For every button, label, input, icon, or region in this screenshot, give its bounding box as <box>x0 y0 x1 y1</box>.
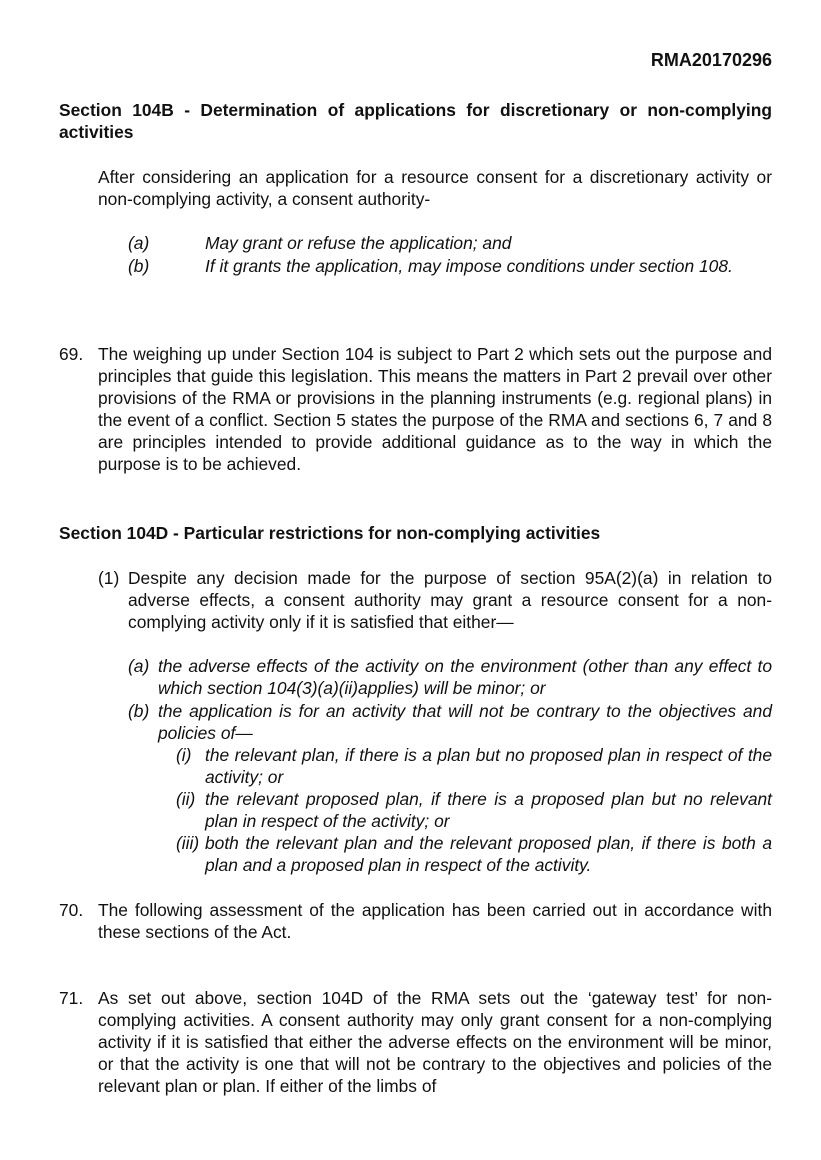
s104d-item-i-label: (i) <box>176 745 192 765</box>
paragraph-71-text: As set out above, section 104D of the RMA sets out the ‘gateway test’ for non-complying activities. A consent authority may only grant consent for a non-complying activity if it is satisfied that either the adverse effects on the environment will be minor, or that the activity is one that will not be contrary to the objectives and policies of the relevant plan or plan. If either of the limbs of <box>98 988 772 1096</box>
s104b-item-a-label: (a) <box>128 233 150 253</box>
section-104b-heading: Section 104B - Determination of applications for discretionary or non-complying activities <box>59 100 772 142</box>
s104d-item-a-label: (a) <box>128 656 150 676</box>
paragraph-71-number: 71. <box>59 988 84 1008</box>
s104b-item-a-text: May grant or refuse the application; and <box>205 233 512 253</box>
s104d-item-iii-text: both the relevant plan and the relevant proposed plan, if there is both a plan and a proposed plan in respect of the activity. <box>205 833 772 875</box>
s104b-item-b-text: If it grants the application, may impose conditions under section 108. <box>205 256 733 276</box>
section-104b-intro: After considering an application for a resource consent for a discretionary activity or non-complying activity, a consent authority- <box>98 167 772 209</box>
s104d-item-b-label: (b) <box>128 701 150 721</box>
s104d-sub1-text: Despite any decision made for the purpose of section 95A(2)(a) in relation to adverse effects, a consent authority may grant a resource consent for a non-complying activity only if it is satisfied that either— <box>128 568 772 632</box>
s104b-item-b-label: (b) <box>128 256 150 276</box>
s104d-sub1-label: (1) <box>98 568 120 588</box>
s104d-item-ii-text: the relevant proposed plan, if there is a proposed plan but no relevant plan in respect of the activity; or <box>205 789 772 831</box>
s104d-item-b-text: the application is for an activity that will not be contrary to the objectives and policies of— <box>158 701 772 743</box>
paragraph-70-number: 70. <box>59 900 84 920</box>
s104d-item-a-text: the adverse effects of the activity on the environment (other than any effect to which section 104(3)(a)(ii)applies) will be minor; or <box>158 656 772 698</box>
s104d-item-ii-label: (ii) <box>176 789 196 809</box>
paragraph-69-number: 69. <box>59 344 84 364</box>
s104d-item-i-text: the relevant plan, if there is a plan but no proposed plan in respect of the activity; or <box>205 745 772 787</box>
document-reference: RMA20170296 <box>650 50 772 70</box>
paragraph-69-text: The weighing up under Section 104 is subject to Part 2 which sets out the purpose and principles that guide this legislation. This means the matters in Part 2 prevail over other provisions of the RMA or provisions in the planning instruments (e.g. regional plans) in the event of a conflict. Section 5 states the purpose of the RMA and sections 6, 7 and 8 are principles intended to provide additional guidance as to the way in which the purpose is to be achieved. <box>98 344 772 474</box>
section-104d-heading: Section 104D - Particular restrictions for non-complying activities <box>59 523 601 543</box>
paragraph-70-text: The following assessment of the application has been carried out in accordance with these sections of the Act. <box>98 900 772 942</box>
s104d-item-iii-label: (iii) <box>176 833 200 853</box>
